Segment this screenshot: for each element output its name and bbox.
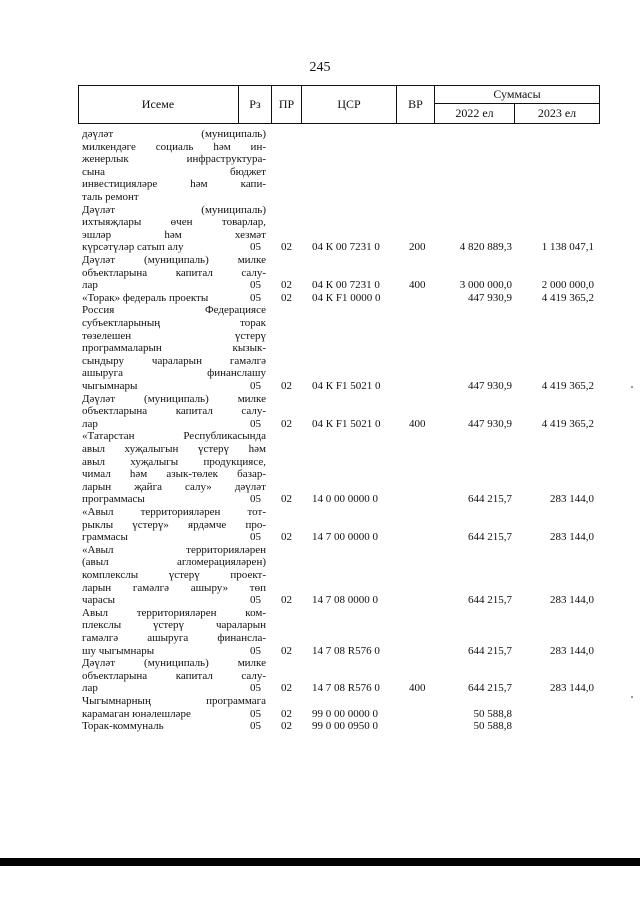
row-name-line: (авыл агломерацияләрен) xyxy=(82,556,266,569)
row-csr: 99 0 00 0000 0 xyxy=(312,707,378,720)
row-name xyxy=(82,430,266,506)
row-sum-2023: 4 419 365,2 xyxy=(541,379,594,392)
row-name-line: инвестицияләре һәм капи- xyxy=(82,178,266,191)
row-csr: 14 0 00 0000 0 xyxy=(312,493,378,506)
header-2023: 2023 ел xyxy=(537,106,577,120)
row-pr: 02 xyxy=(281,291,292,304)
row-rz: 05 xyxy=(250,644,261,657)
row-sum-2022: 4 820 889,3 xyxy=(459,241,512,254)
row-vr: 400 xyxy=(409,417,426,430)
row-name-line: дәүләт (муниципаль) xyxy=(82,128,266,140)
table-row xyxy=(0,720,640,733)
row-sum-2022: 447 930,9 xyxy=(468,291,512,304)
row-name-line: «Татарстан Республикасында xyxy=(82,430,266,443)
row-rz: 05 xyxy=(250,531,261,544)
header-sums: Суммасы xyxy=(493,87,541,101)
header-pr: ПР xyxy=(278,97,295,111)
row-vr: 200 xyxy=(409,241,426,254)
row-csr: 14 7 08 0000 0 xyxy=(312,594,378,607)
row-sum-2022: 50 588,8 xyxy=(473,720,512,733)
row-name xyxy=(82,254,266,292)
row-name-line: Авыл территорияләрен ком- xyxy=(82,606,266,619)
row-name-line: рыклы үстерү» ярдәмче про- xyxy=(82,518,266,531)
row-name-line: чимал һәм азык-төлек базар- xyxy=(82,468,266,481)
row-name-line: Дәүләт (муниципаль) xyxy=(82,203,266,216)
row-csr: 14 7 00 0000 0 xyxy=(312,531,378,544)
row-vr: 400 xyxy=(409,682,426,695)
page-number: 245 xyxy=(309,60,331,75)
row-name-line: Дәүләт (муниципаль) милке xyxy=(82,657,266,670)
row-csr: 04 К 00 7231 0 xyxy=(312,241,380,254)
row-name xyxy=(82,204,266,254)
row-name-line: Россия Федерациясе xyxy=(82,304,266,317)
row-pr: 02 xyxy=(281,720,292,733)
row-name-line: объектларына капитал салу- xyxy=(82,669,266,682)
row-name xyxy=(82,292,266,305)
row-name-line: гамәлгә ашыруга финансла- xyxy=(82,631,266,644)
row-rz: 05 xyxy=(250,594,261,607)
row-rz: 05 xyxy=(250,379,261,392)
header-csr: ЦСР xyxy=(337,97,361,111)
row-name xyxy=(82,657,266,695)
table-header xyxy=(78,85,600,124)
row-name-line: Дәүләт (муниципаль) милке xyxy=(82,392,266,405)
row-csr: 99 0 00 0950 0 xyxy=(312,720,378,733)
row-name-line: граммасы xyxy=(82,531,128,544)
row-name-line: программасы xyxy=(82,493,145,506)
row-name-line: комплекслы үстерү проект- xyxy=(82,568,266,581)
row-name-line: объектларына капитал салу- xyxy=(82,266,266,279)
row-name-line: Торак-коммуналь xyxy=(82,720,164,733)
row-rz: 05 xyxy=(250,493,261,506)
row-rz: 05 xyxy=(250,291,261,304)
row-name-line: объектларына капитал салу- xyxy=(82,405,266,418)
row-name-line: күрсәтүләр сатып алу xyxy=(82,241,184,254)
table-row xyxy=(0,695,640,720)
table-row xyxy=(0,544,640,607)
row-sum-2022: 644 215,7 xyxy=(468,531,512,544)
row-pr: 02 xyxy=(281,279,292,292)
header-rz: Рз xyxy=(249,97,261,111)
table-row xyxy=(0,304,640,392)
row-vr: 400 xyxy=(409,279,426,292)
row-sum-2022: 644 215,7 xyxy=(468,644,512,657)
row-name-line: программаларын кызык- xyxy=(82,342,266,355)
row-name xyxy=(82,544,266,607)
row-name xyxy=(82,393,266,431)
row-name-line: сына бюджет xyxy=(82,165,266,178)
row-sum-2023: 2 000 000,0 xyxy=(541,279,594,292)
table-row xyxy=(0,292,640,305)
row-pr: 02 xyxy=(281,644,292,657)
row-name-line: чарасы xyxy=(82,594,116,607)
header-name: Исеме xyxy=(141,97,175,111)
row-name-line: лар xyxy=(82,682,98,695)
row-name-line: «Торак» федераль проекты xyxy=(82,291,209,304)
row-name-line: ларын җайга салу» дәүләт xyxy=(82,480,266,493)
row-sum-2022: 50 588,8 xyxy=(473,707,512,720)
row-sum-2022: 644 215,7 xyxy=(468,493,512,506)
table-row xyxy=(0,607,640,657)
row-name-line: карамаган юнәлешләре xyxy=(82,707,191,720)
row-name-line: таль ремонт xyxy=(82,190,139,203)
row-name-line: авыл хуҗалыгы продукциясе, xyxy=(82,455,266,468)
header-2022: 2022 ел xyxy=(455,106,494,120)
row-name-line: ихтыяҗлары өчен товарлар, xyxy=(82,216,266,229)
row-name-line: Чыгымнарның программага xyxy=(82,695,266,707)
row-name-line: «Авыл территорияләрен xyxy=(82,543,266,556)
row-sum-2023: 4 419 365,2 xyxy=(541,417,594,430)
row-sum-2023: 283 144,0 xyxy=(550,682,594,695)
row-csr: 14 7 08 R576 0 xyxy=(312,682,380,695)
row-csr: 14 7 08 R576 0 xyxy=(312,644,380,657)
table-row xyxy=(0,393,640,431)
header-vr: ВР xyxy=(408,97,423,111)
table-row xyxy=(0,128,640,204)
row-rz: 05 xyxy=(250,682,261,695)
row-name xyxy=(82,128,266,204)
table-row xyxy=(0,430,640,506)
row-sum-2023: 283 144,0 xyxy=(550,531,594,544)
scan-speck xyxy=(631,386,633,388)
row-sum-2023: 4 419 365,2 xyxy=(541,291,594,304)
row-name xyxy=(82,720,266,733)
row-name-line: плекслы үстерү чараларын xyxy=(82,619,266,632)
row-sum-2022: 447 930,9 xyxy=(468,379,512,392)
row-name-line: чыгымнары xyxy=(82,379,138,392)
row-name xyxy=(82,695,266,720)
row-name-line: Дәүләт (муниципаль) милке xyxy=(82,254,266,266)
row-name-line: субъектларының торак xyxy=(82,316,266,329)
row-sum-2023: 1 138 047,1 xyxy=(541,241,594,254)
row-name-line: милкендәге социаль һәм ин- xyxy=(82,140,266,153)
row-sum-2023: 283 144,0 xyxy=(550,594,594,607)
row-pr: 02 xyxy=(281,379,292,392)
row-rz: 05 xyxy=(250,720,261,733)
row-sum-2022: 644 215,7 xyxy=(468,594,512,607)
row-sum-2023: 283 144,0 xyxy=(550,493,594,506)
row-rz: 05 xyxy=(250,241,261,254)
row-name-line: шу чыгымнары xyxy=(82,644,155,657)
row-rz: 05 xyxy=(250,279,261,292)
row-csr: 04 К 00 7231 0 xyxy=(312,279,380,292)
row-rz: 05 xyxy=(250,417,261,430)
row-name-line: төзелешен үстерү xyxy=(82,329,266,342)
table-row xyxy=(0,506,640,544)
table-row xyxy=(0,657,640,695)
row-csr: 04 К F1 5021 0 xyxy=(312,417,381,430)
row-name-line: эшләр һәм хезмәт xyxy=(82,228,266,241)
row-rz: 05 xyxy=(250,707,261,720)
row-name-line: женерлык инфраструктура- xyxy=(82,153,266,166)
row-pr: 02 xyxy=(281,707,292,720)
row-name-line: лар xyxy=(82,417,98,430)
table-row xyxy=(0,204,640,254)
row-name-line: сындыру чараларын гамәлгә xyxy=(82,354,266,367)
row-name-line: «Авыл территорияләрен тот- xyxy=(82,506,266,518)
row-csr: 04 К F1 5021 0 xyxy=(312,379,381,392)
row-name-line: авыл хуҗалыгын үстерү һәм xyxy=(82,442,266,455)
row-name-line: лар xyxy=(82,279,98,292)
row-sum-2022: 447 930,9 xyxy=(468,417,512,430)
row-sum-2022: 644 215,7 xyxy=(468,682,512,695)
row-pr: 02 xyxy=(281,682,292,695)
scan-border xyxy=(0,858,640,866)
row-name xyxy=(82,304,266,392)
row-name xyxy=(82,506,266,544)
row-pr: 02 xyxy=(281,493,292,506)
row-name xyxy=(82,607,266,657)
row-name-line: ашыруга финанслашу xyxy=(82,367,266,380)
row-sum-2022: 3 000 000,0 xyxy=(459,279,512,292)
row-pr: 02 xyxy=(281,241,292,254)
row-name-line: ларын гамәлгә ашыру» төп xyxy=(82,581,266,594)
row-pr: 02 xyxy=(281,417,292,430)
row-sum-2023: 283 144,0 xyxy=(550,644,594,657)
table-row xyxy=(0,254,640,292)
row-pr: 02 xyxy=(281,531,292,544)
row-pr: 02 xyxy=(281,594,292,607)
scan-speck xyxy=(631,696,633,698)
row-csr: 04 К F1 0000 0 xyxy=(312,291,381,304)
